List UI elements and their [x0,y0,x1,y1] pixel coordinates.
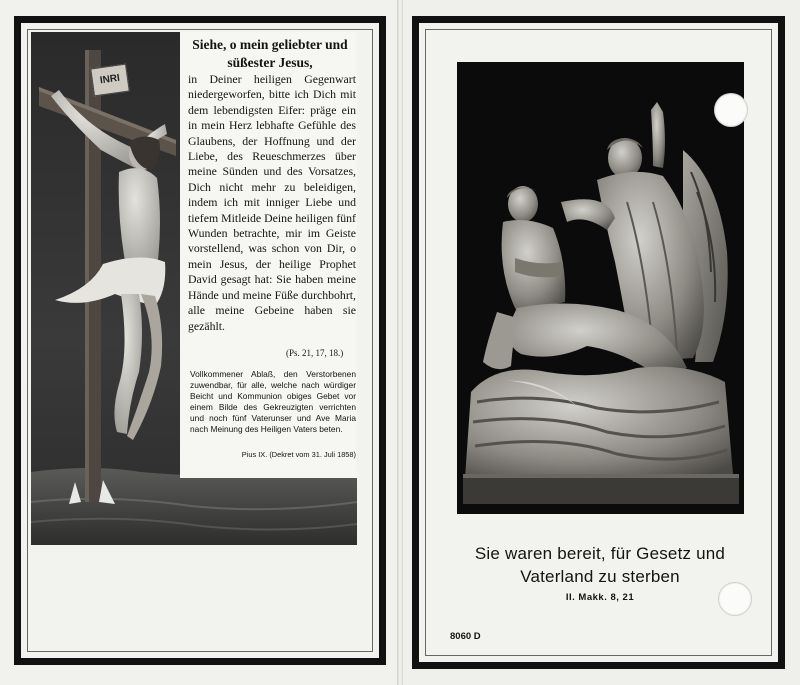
memorial-statue-photo [457,62,744,514]
inri-label: INRI [99,72,121,87]
prayer-body: in Deiner heiligen Gegenwart niedergeworfen, bitte ich Dich mit dem lebendigsten Eifer: präge ein in mein Herz lebhafte Gefühle des Glaubens, der Hoffnung und der Liebe, des Reueschmerzes über meine Sünden und des Vorsatzes, Dich nicht mehr zu beleidigen, indem ich mit inniger Liebe und tiefem Mitleide Deine heiligen fünf Wunden betrachte, mir im Geiste vorstellend, was schon von Dir, o mein Jesus, der heilige Prophet David gesagt hat: Sie haben meine Hände und meine Füße durchbohrt, alle meine Gebeine haben sie gezählt. [188,72,356,333]
indulgence-text: Vollkommener Ablaß, den Verstorbenen zuwendbar, für alle, welche nach würdiger Beicht und Kommunion obiges Gebet vor einem Bilde des Gekreuzigten verrichten und noch fünf Vaterunser und Ave Maria nach Meinung des Heiligen Vaters beten. [190,369,356,434]
indulgence-source: Pius IX. (Dekret vom 31. Juli 1858) [241,450,356,459]
psalm-reference: (Ps. 21, 17, 18.) [286,348,344,358]
memorial-caption: Sie waren bereit, für Gesetz und Vaterland zu sterben [474,544,726,586]
print-number: 8060 D [450,631,481,642]
punch-hole-top [714,93,748,127]
prayer-title: Siehe, o mein geliebter und süßester Jesus, [192,37,348,70]
card-fold [397,0,403,685]
bible-reference: II. Makk. 8, 21 [565,592,635,603]
